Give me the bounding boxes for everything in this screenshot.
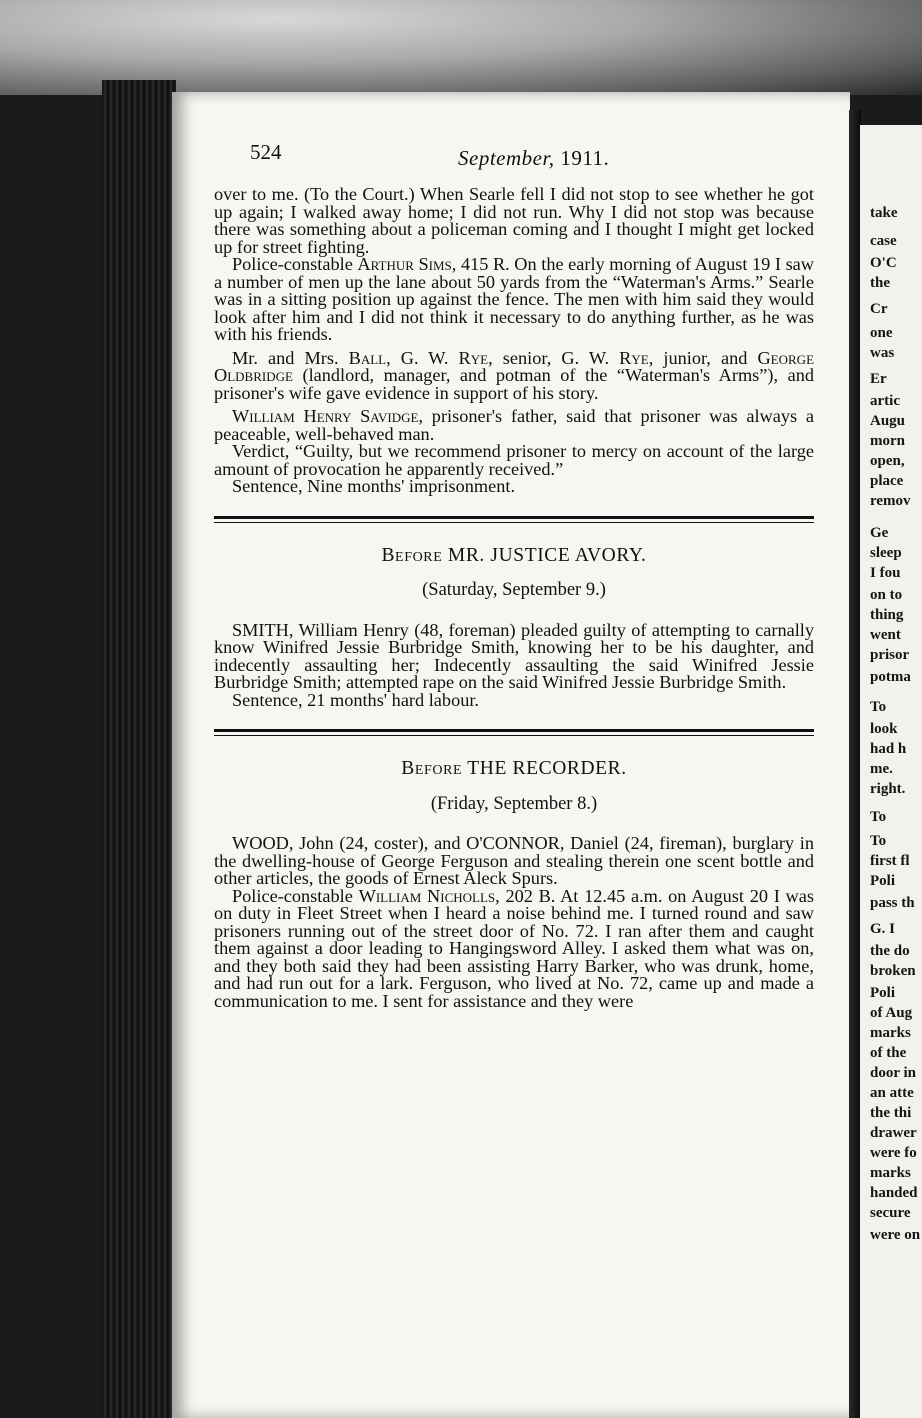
right-page-fragment: secure xyxy=(870,1205,911,1221)
section3-p2-prefix: Police-constable xyxy=(232,885,353,906)
right-page-fragment: To xyxy=(870,833,887,849)
witness-name-sims: Arthur Sims, xyxy=(357,254,457,274)
right-page-fragment: O'C xyxy=(870,255,897,271)
case1-sentence: Sentence, Nine months' imprisonment. xyxy=(232,476,516,496)
right-page-fragment: on to xyxy=(870,587,903,603)
witness-name-nicholls: William Nicholls, xyxy=(358,885,500,906)
section2-before: Before xyxy=(381,544,443,566)
case1-p3-mid2: junior, and xyxy=(663,347,748,368)
right-page-fragment: an atte xyxy=(870,1085,914,1101)
right-page-fragment: the thi xyxy=(870,1105,912,1121)
right-page-fragment: were fo xyxy=(870,1145,917,1161)
section2-paragraph-1: SMITH, William Henry (48, foreman) pleaded guilty of attempting to carnally know Winifred Jessie Burbridge Smith, knowing her to be his daughter, and indecently assaulting her; Indecently assaulting the said Winifred Jessie Burbridge Smith; attempted rape on the said Winifred Jessie Burbridge Smith. xyxy=(214,619,814,692)
right-page-fragment: the do xyxy=(870,943,910,959)
right-page-fragment: door in xyxy=(870,1065,916,1081)
right-page-fragment: artic xyxy=(870,393,900,409)
right-page-fragment: had h xyxy=(870,741,907,757)
right-page-fragment: G. I xyxy=(870,921,896,937)
right-page-fragment: broken xyxy=(870,963,916,979)
book-spine xyxy=(102,80,176,1418)
right-page-fragment: Poli xyxy=(870,873,895,889)
right-page-fragment: right. xyxy=(870,781,906,797)
right-page-fragment: first fl xyxy=(870,853,910,869)
section-divider-2 xyxy=(214,729,814,736)
right-page-fragment: look xyxy=(870,721,898,737)
right-page-fragment: place xyxy=(870,473,904,489)
right-page-fragment: thing xyxy=(870,607,904,623)
case1-p2-text: 415 R. On the early morning of August 19 I saw a number of men up the lane about 50 yards from the “Waterman's Arms.” Searle was in a sitting position up against the fence. The men with him said they would look after him and I did not think it necessary to do anything further, as he was with his friends. xyxy=(214,254,814,344)
right-page-fragment: Ge xyxy=(870,525,889,541)
section3-heading xyxy=(214,760,814,778)
section2-heading xyxy=(214,544,814,566)
right-page-fragment: I fou xyxy=(870,565,901,581)
case1-p4-text: prisoner's father, said that prisoner was always a peaceable, well-behaved man. xyxy=(214,406,814,444)
right-page-fragment: potma xyxy=(870,669,911,685)
witness-name-savidge: William Henry Savidge, xyxy=(232,406,424,426)
right-page-fragment: open, xyxy=(870,453,905,469)
case1-p3-text: (landlord, manager, and potman of the “Waterman's Arms”), and prisoner's wife gave evidence in support of his story. xyxy=(214,365,815,403)
section2-judge: MR. JUSTICE AVORY. xyxy=(447,544,647,566)
right-page-fragment: drawer xyxy=(870,1125,917,1141)
running-head-year: 1911. xyxy=(560,146,610,170)
case1-paragraph-4 xyxy=(214,408,814,443)
running-head-month: September, xyxy=(458,146,555,170)
page-header xyxy=(250,140,810,176)
right-page-fragment: case xyxy=(870,233,897,249)
section3-date: (Friday, September 8.) xyxy=(430,793,598,814)
section3-paragraph-1: WOOD, John (24, coster), and O'CONNOR, Daniel (24, fireman), burglary in the dwelling-house of George Ferguson and stealing therein one scent bottle and other articles, the goods of Ernest Aleck Spurs. xyxy=(214,833,814,888)
witness-name-rye: G. W. Rye, xyxy=(561,347,654,368)
case1-p3-mid: senior, xyxy=(502,347,552,368)
right-page-fragment: marks xyxy=(870,1025,911,1041)
section2-date: (Saturday, September 9.) xyxy=(422,580,606,600)
adjacent-page-edge xyxy=(860,125,922,1418)
case1-paragraph-1: over to me. (To the Court.) When Searle fell I did not stop to see whether he got up again; I walked away home; I did not run. Why I did not stop was because there was something about a policeman coming and I thought I might get locked up for street fighting. xyxy=(214,184,814,257)
page-number: 524 xyxy=(250,140,282,164)
section3-before: Before xyxy=(401,758,463,779)
right-page-fragment: take xyxy=(870,205,898,221)
right-page-fragment: one xyxy=(870,325,893,341)
right-page-fragment: went xyxy=(870,627,901,643)
right-page-fragment: handed xyxy=(870,1185,918,1201)
right-page-fragment: of Aug xyxy=(870,1005,913,1021)
witness-name-ball-rye: Ball, G. W. Rye, xyxy=(348,347,493,368)
right-page-fragment: pass th xyxy=(870,895,915,911)
case1-p3-prefix: Mr. and Mrs. xyxy=(232,347,339,368)
right-page-fragment: Er xyxy=(870,371,887,387)
section3-judge: THE RECORDER. xyxy=(467,758,627,779)
right-page-fragment: was xyxy=(870,345,895,361)
right-page-fragment: marks xyxy=(870,1165,911,1181)
right-page-fragment: of the xyxy=(870,1045,907,1061)
right-page-fragment: prisor xyxy=(870,647,910,663)
case1-p2-prefix: Police-constable xyxy=(232,254,353,274)
case1-paragraph-3 xyxy=(214,347,815,403)
right-page-fragment: me. xyxy=(870,761,893,777)
right-page-fragment: Cr xyxy=(870,301,888,317)
case1-verdict: Verdict, “Guilty, but we recommend prisoner to mercy on account of the large amount of provocation he apparently received.” xyxy=(214,441,814,479)
section3-p2-text: 202 B. At 12.45 a.m. on August 20 I was on duty in Fleet Street when I heard a noise behind me. I turned round and saw prisoners running out of the street door of No. 72. I ran after them and caught them against a door leading to Hangingsword Alley. I asked them what was on, and they both said they had been assisting Harry Barker, who was drunk, home, and had run out for a lark. Ferguson, who lived at No. 72, came up and made a communication to me. I sent for assistance and they were xyxy=(214,885,814,1011)
section3-paragraph-2 xyxy=(214,885,814,1011)
page-body xyxy=(214,186,814,1010)
witness-name-oldbridge: George Oldbridge xyxy=(214,347,815,385)
case1-paragraph-2 xyxy=(214,256,814,344)
right-page-fragment: the xyxy=(870,275,890,291)
right-page-fragment: sleep xyxy=(870,545,902,561)
section-divider-1 xyxy=(214,516,814,523)
right-page-fragment: Poli xyxy=(870,985,895,1001)
right-page-fragment: remov xyxy=(870,493,911,509)
section2-sentence: Sentence, 21 months' hard labour. xyxy=(232,689,479,710)
running-head xyxy=(458,146,609,171)
right-page-fragment: To xyxy=(870,699,887,715)
right-page-fragment: To xyxy=(870,809,887,825)
right-page-fragment: Augu xyxy=(870,413,906,429)
right-page-fragment: were on xyxy=(870,1227,921,1243)
right-page-fragment: morn xyxy=(870,433,905,449)
